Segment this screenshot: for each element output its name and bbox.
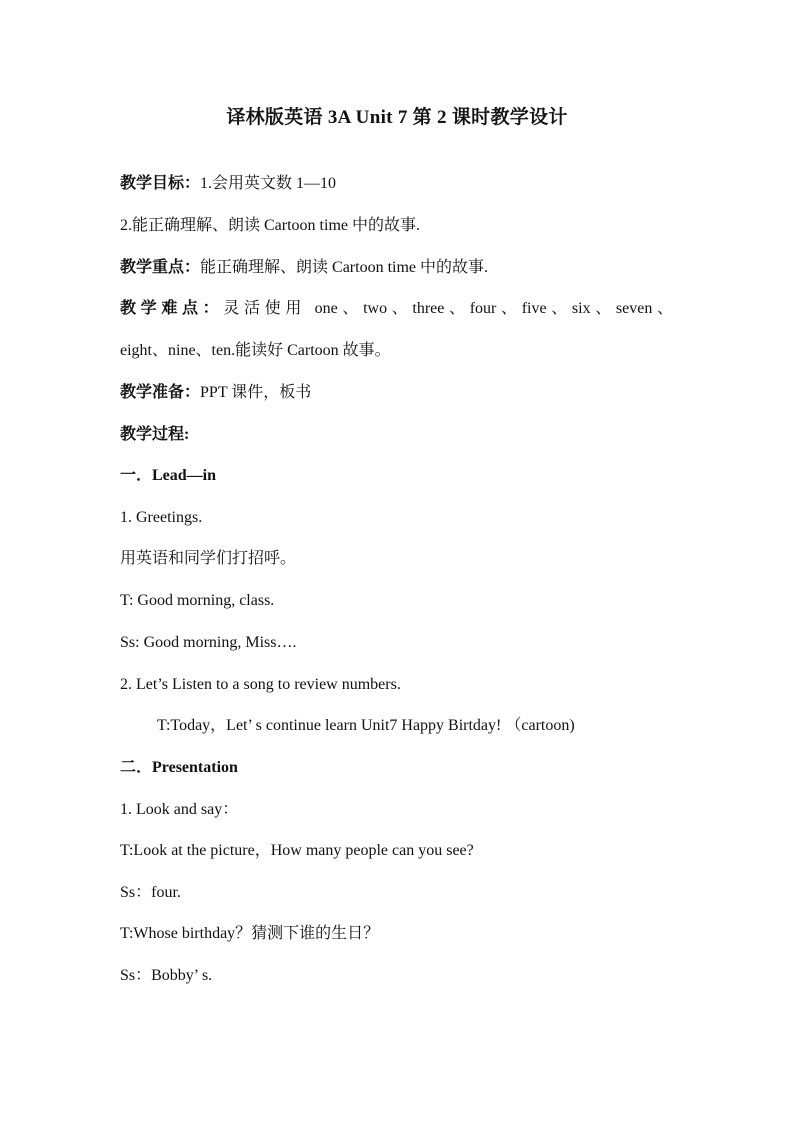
presentation-line-4: T:Whose birthday？猜测下谁的生日？ xyxy=(120,925,380,942)
difficulties-text: 灵活使用 one、two、three、four、five、six、seven、 xyxy=(223,300,673,317)
objectives-label: 教学目标： xyxy=(120,175,201,192)
lead-in-line-4: Ss: Good morning, Miss…. xyxy=(120,634,297,651)
preparation-label: 教学准备： xyxy=(120,384,201,401)
section-heading-presentation: 二．Presentation xyxy=(120,759,238,776)
process-heading: 教学过程: xyxy=(120,426,190,443)
lead-in-line-6: T:Today，Let’ s continue learn Unit7 Happy Birtday! （cartoon) xyxy=(157,717,575,734)
objectives-text: 1.会用英文数 1—10 xyxy=(200,175,337,192)
key-points-text: 能正确理解、朗读 Cartoon time 中的故事. xyxy=(200,259,489,276)
preparation-line xyxy=(120,381,311,405)
presentation-line-1: 1. Look and say： xyxy=(120,801,239,818)
lead-in-line-1: 1. Greetings. xyxy=(120,509,203,526)
key-points-line xyxy=(120,256,488,280)
presentation-line-5: Ss：Bobby’ s. xyxy=(120,967,213,984)
preparation-text: PPT 课件，板书 xyxy=(200,384,312,401)
difficulties-line-2: eight、nine、ten.能读好 Cartoon 故事。 xyxy=(120,342,391,359)
lead-in-line-5: 2. Let’s Listen to a song to review numbers. xyxy=(120,676,401,693)
difficulties-line xyxy=(120,297,673,321)
lead-in-line-3: T: Good morning, class. xyxy=(120,592,275,609)
key-points-label: 教学重点： xyxy=(120,259,201,276)
objectives-line-2: 2.能正确理解、朗读 Cartoon time 中的故事. xyxy=(120,217,420,234)
presentation-line-3: Ss：four. xyxy=(120,884,181,901)
objectives-line xyxy=(120,172,336,196)
document-title: 译林版英语 3A Unit 7 第 2 课时教学设计 xyxy=(226,107,568,128)
presentation-line-2: T:Look at the picture，How many people can you see? xyxy=(120,842,474,859)
section-heading-lead-in: 一．Lead—in xyxy=(120,467,217,484)
difficulties-label: 教学难点： xyxy=(120,300,224,317)
lead-in-line-2: 用英语和同学们打招呼。 xyxy=(120,550,297,567)
